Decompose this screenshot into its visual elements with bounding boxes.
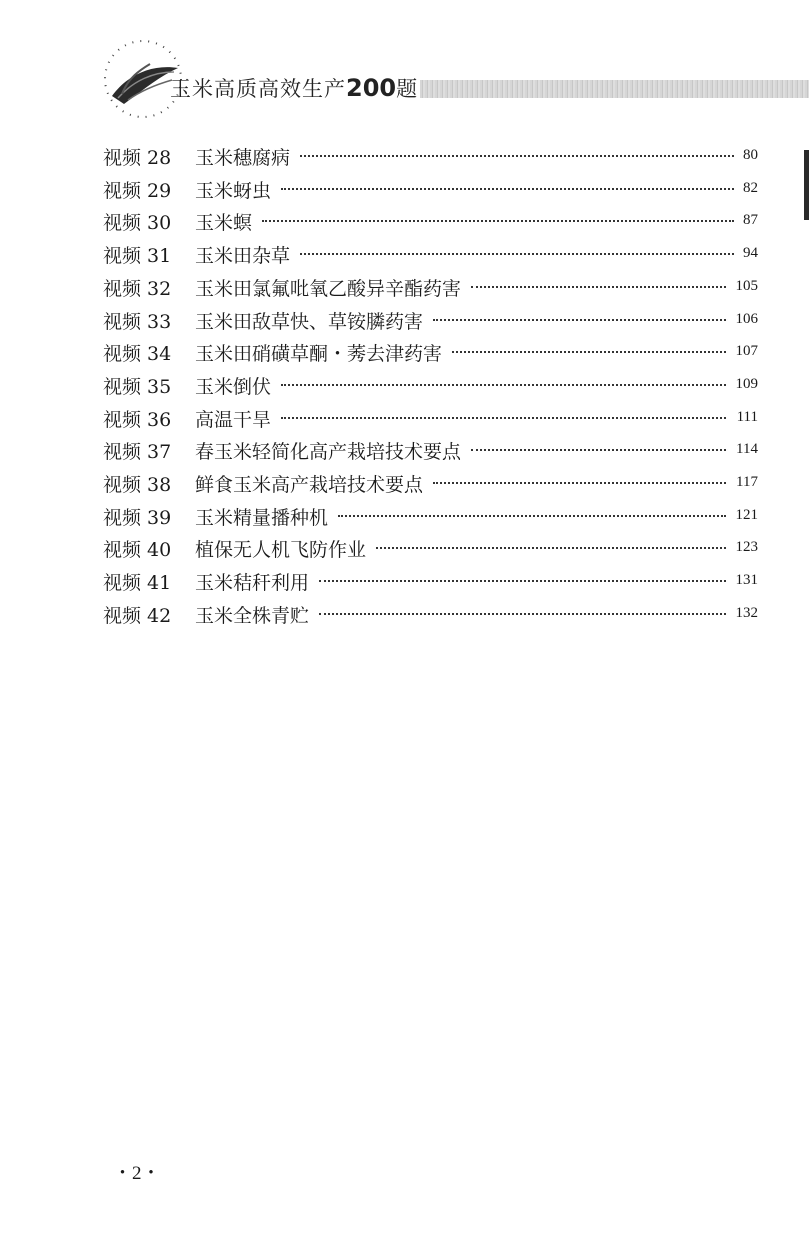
toc-entry-title: 高温干旱 <box>195 405 277 432</box>
toc-row[interactable] <box>0 535 809 567</box>
book-title <box>170 73 418 103</box>
toc-dot-leader <box>262 218 734 222</box>
toc-entry-page: 117 <box>736 474 758 490</box>
toc-entry-title: 玉米全株青贮 <box>195 601 315 628</box>
toc-entry-label: 视频 42 <box>103 604 172 627</box>
toc-entry-label: 视频 30 <box>103 212 172 235</box>
toc-dot-leader <box>433 317 726 321</box>
toc-entry-label: 视频 40 <box>103 539 172 562</box>
toc-entry-page: 109 <box>735 375 758 392</box>
toc-dot-leader <box>281 382 726 386</box>
toc-entry-page: 132 <box>735 604 758 621</box>
toc-entry-label: 视频 32 <box>103 277 172 300</box>
toc-entry-page: 106 <box>735 310 758 327</box>
toc-entry-page: 107 <box>735 343 758 360</box>
toc-row[interactable] <box>0 601 809 633</box>
toc-entry-title: 玉米田敌草快、草铵膦药害 <box>195 307 429 334</box>
toc-row[interactable] <box>0 405 809 437</box>
toc-dot-leader <box>376 545 726 549</box>
toc-entry-title: 玉米倒伏 <box>195 372 277 399</box>
toc-entry-page: 121 <box>735 506 758 523</box>
toc-entry-label: 视频 39 <box>103 506 172 529</box>
toc-entry-label: 视频 41 <box>103 572 172 595</box>
toc-row[interactable] <box>0 470 809 502</box>
page-number: ・2・ <box>113 1163 161 1184</box>
toc-entry-title: 玉米精量播种机 <box>195 503 334 530</box>
toc-entry-title: 玉米田氯氟吡氧乙酸异辛酯药害 <box>195 274 467 301</box>
toc-row[interactable] <box>0 176 809 208</box>
toc-entry-page: 131 <box>735 572 758 589</box>
toc-entry-page: 82 <box>743 179 758 196</box>
book-title-text: 玉米高质高效生产 <box>170 77 346 101</box>
toc-dot-leader <box>281 186 734 190</box>
toc-entry-title: 玉米田杂草 <box>195 241 296 268</box>
toc-dot-leader <box>433 480 726 484</box>
toc-dot-leader <box>452 349 726 353</box>
toc-entry-page: 80 <box>743 147 758 163</box>
toc-dot-leader <box>319 611 726 615</box>
toc-entry-title: 玉米田硝磺草酮・莠去津药害 <box>195 339 448 366</box>
toc-row[interactable] <box>0 568 809 600</box>
toc-entry-label: 视频 34 <box>103 343 172 366</box>
toc-dot-leader <box>471 447 726 451</box>
toc-entry-label: 视频 28 <box>103 147 172 169</box>
toc-row[interactable] <box>0 307 809 339</box>
toc-row[interactable] <box>0 143 809 175</box>
toc-dot-leader <box>300 251 734 255</box>
toc-entry-page: 87 <box>743 212 758 229</box>
toc-entry-page: 111 <box>736 408 758 425</box>
header-decorative-band <box>420 80 809 98</box>
toc-entry-label: 视频 31 <box>103 245 172 268</box>
toc-entry-title: 玉米螟 <box>195 208 258 235</box>
toc-entry-page: 123 <box>735 539 758 556</box>
toc-entry-page: 105 <box>735 277 758 294</box>
toc-entry-label: 视频 35 <box>103 375 172 398</box>
page-header <box>0 0 809 130</box>
book-title-number: 200 <box>346 74 397 102</box>
toc-entry-title: 植保无人机飞防作业 <box>195 535 372 562</box>
toc-row[interactable] <box>0 274 809 306</box>
toc-entry-label: 视频 33 <box>103 310 172 333</box>
toc-row[interactable] <box>0 241 809 273</box>
toc-row[interactable] <box>0 339 809 371</box>
toc-dot-leader <box>281 415 726 419</box>
toc-entry-page: 114 <box>736 441 758 458</box>
toc-dot-leader <box>319 578 726 582</box>
toc-row[interactable] <box>0 503 809 535</box>
toc-dot-leader <box>471 284 726 288</box>
toc-entry-label: 视频 38 <box>103 474 172 496</box>
toc-entry-title: 玉米穗腐病 <box>195 143 296 170</box>
toc-entry-title: 春玉米轻简化高产栽培技术要点 <box>195 437 467 464</box>
toc-row[interactable] <box>0 437 809 469</box>
toc-entry-title: 玉米蚜虫 <box>195 176 277 203</box>
toc-entry-page: 94 <box>743 245 758 262</box>
toc-entry-title: 鲜食玉米高产栽培技术要点 <box>195 470 429 497</box>
toc-row[interactable] <box>0 208 809 240</box>
toc-entry-label: 视频 36 <box>103 408 172 431</box>
toc-entry-label: 视频 29 <box>103 179 172 202</box>
toc-row[interactable] <box>0 372 809 404</box>
toc-entry-label: 视频 37 <box>103 441 172 464</box>
toc-dot-leader <box>338 513 726 517</box>
book-title-suffix: 题 <box>396 77 419 101</box>
toc-entry-title: 玉米秸秆利用 <box>195 568 315 595</box>
toc-dot-leader <box>300 153 734 157</box>
